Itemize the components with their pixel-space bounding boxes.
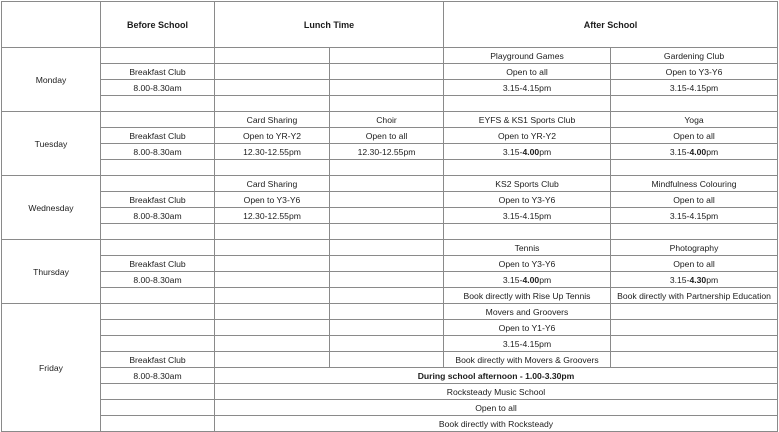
activity-open: Open to YR-Y2 [444, 128, 611, 144]
time-end-bold: 4.00 [689, 146, 707, 157]
table-row [2, 368, 778, 384]
empty-cell [101, 160, 215, 176]
table-row [2, 304, 778, 320]
breakfast-club-time: 8.00-8.30am [101, 144, 215, 160]
activity-open: Open to all [611, 128, 778, 144]
activity-name: Choir [330, 112, 444, 128]
empty-cell [215, 304, 330, 320]
activity-open: Open to all [611, 192, 778, 208]
activity-open: Open to Y3-Y6 [444, 192, 611, 208]
activity-open: Open to all [444, 64, 611, 80]
empty-cell [330, 176, 444, 192]
table-row [2, 192, 778, 208]
activity-name: Movers and Groovers [444, 304, 611, 320]
activity-name: Playground Games [444, 48, 611, 64]
time-start: 3.15- [502, 146, 523, 157]
empty-cell [330, 80, 444, 96]
empty-cell [330, 320, 444, 336]
breakfast-club-name: Breakfast Club [101, 128, 215, 144]
activity-open: Open to Y3-Y6 [444, 256, 611, 272]
activity-name: EYFS & KS1 Sports Club [444, 112, 611, 128]
table-row [2, 208, 778, 224]
empty-cell [101, 400, 215, 416]
empty-cell [330, 224, 444, 240]
empty-cell [444, 160, 611, 176]
empty-cell [215, 272, 330, 288]
table-row [2, 352, 778, 368]
empty-cell [215, 48, 330, 64]
empty-cell [215, 320, 330, 336]
breakfast-club-time: 8.00-8.30am [101, 208, 215, 224]
table-row [2, 320, 778, 336]
table-row [2, 272, 778, 288]
activity-time: 12.30-12.55pm [215, 208, 330, 224]
activity-open: Open to all [330, 128, 444, 144]
empty-cell [101, 416, 215, 432]
empty-cell [330, 240, 444, 256]
activity-time: 12.30-12.55pm [330, 144, 444, 160]
empty-cell [215, 64, 330, 80]
header-before-school: Before School [101, 2, 215, 48]
table-row [2, 128, 778, 144]
breakfast-club-name: Breakfast Club [101, 256, 215, 272]
table-row [2, 112, 778, 128]
time-start: 3.15- [669, 146, 690, 157]
table-row [2, 176, 778, 192]
time-start: 3.15- [502, 274, 523, 285]
activity-name: Mindfulness Colouring [611, 176, 778, 192]
activity-time [611, 144, 778, 160]
empty-cell [215, 160, 330, 176]
empty-cell [101, 336, 215, 352]
activity-time [444, 272, 611, 288]
table-row [2, 256, 778, 272]
activity-name: Card Sharing [215, 112, 330, 128]
activity-open: Open to Y3-Y6 [611, 64, 778, 80]
empty-cell [330, 352, 444, 368]
empty-cell [101, 176, 215, 192]
afternoon-activity-name: Rocksteady Music School [215, 384, 778, 400]
breakfast-club-time: 8.00-8.30am [101, 80, 215, 96]
activity-booking: Book directly with Movers & Groovers [444, 352, 611, 368]
empty-cell [101, 304, 215, 320]
empty-cell [101, 112, 215, 128]
activity-time: 12.30-12.55pm [215, 144, 330, 160]
afternoon-activity-open: Open to all [215, 400, 778, 416]
header-lunch-time: Lunch Time [215, 2, 444, 48]
time-end-bold: 4.30 [689, 274, 707, 285]
empty-cell [101, 240, 215, 256]
header-corner [2, 2, 101, 48]
clubs-timetable [1, 1, 778, 432]
time-suffix: pm [706, 146, 719, 157]
time-suffix: pm [539, 146, 552, 157]
empty-cell [330, 96, 444, 112]
afternoon-title: During school afternoon - 1.00-3.30pm [215, 368, 778, 384]
header-row [2, 2, 778, 48]
time-suffix: pm [706, 274, 719, 285]
empty-cell [611, 304, 778, 320]
empty-cell [444, 224, 611, 240]
empty-cell [330, 272, 444, 288]
empty-cell [101, 96, 215, 112]
time-end-bold: 4.00 [522, 146, 540, 157]
activity-name: KS2 Sports Club [444, 176, 611, 192]
empty-cell [215, 96, 330, 112]
activity-time: 3.15-4.15pm [444, 208, 611, 224]
table-row [2, 48, 778, 64]
activity-open: Open to all [611, 256, 778, 272]
empty-cell [330, 256, 444, 272]
empty-cell [444, 96, 611, 112]
empty-cell [330, 336, 444, 352]
empty-cell [101, 320, 215, 336]
empty-cell [611, 224, 778, 240]
table-row [2, 144, 778, 160]
header-after-school: After School [444, 2, 778, 48]
time-suffix: pm [539, 274, 552, 285]
empty-cell [101, 48, 215, 64]
activity-open: Open to YR-Y2 [215, 128, 330, 144]
empty-cell [215, 80, 330, 96]
empty-cell [611, 320, 778, 336]
table-row [2, 96, 778, 112]
activity-time [444, 144, 611, 160]
empty-cell [611, 352, 778, 368]
activity-time: 3.15-4.15pm [444, 336, 611, 352]
empty-cell [611, 336, 778, 352]
empty-cell [611, 160, 778, 176]
empty-cell [215, 288, 330, 304]
activity-open: Open to Y1-Y6 [444, 320, 611, 336]
table-row [2, 80, 778, 96]
activity-name: Tennis [444, 240, 611, 256]
empty-cell [215, 352, 330, 368]
activity-name: Photography [611, 240, 778, 256]
empty-cell [330, 304, 444, 320]
activity-name: Yoga [611, 112, 778, 128]
breakfast-club-name: Breakfast Club [101, 64, 215, 80]
time-start: 3.15- [669, 274, 690, 285]
table-row [2, 416, 778, 432]
activity-time: 3.15-4.15pm [444, 80, 611, 96]
activity-time [611, 272, 778, 288]
activity-booking: Book directly with Partnership Education [611, 288, 778, 304]
activity-open: Open to Y3-Y6 [215, 192, 330, 208]
table-row [2, 240, 778, 256]
empty-cell [330, 208, 444, 224]
breakfast-club-name: Breakfast Club [101, 192, 215, 208]
table-row [2, 336, 778, 352]
day-wednesday: Wednesday [2, 176, 101, 240]
day-monday: Monday [2, 48, 101, 112]
day-friday: Friday [2, 304, 101, 432]
activity-name: Gardening Club [611, 48, 778, 64]
day-thursday: Thursday [2, 240, 101, 304]
activity-time: 3.15-4.15pm [611, 80, 778, 96]
empty-cell [330, 192, 444, 208]
empty-cell [330, 288, 444, 304]
table-row [2, 160, 778, 176]
empty-cell [215, 256, 330, 272]
empty-cell [101, 224, 215, 240]
empty-cell [330, 48, 444, 64]
empty-cell [215, 336, 330, 352]
activity-booking: Book directly with Rise Up Tennis [444, 288, 611, 304]
empty-cell [330, 160, 444, 176]
table-row [2, 64, 778, 80]
table-row [2, 224, 778, 240]
table-row [2, 384, 778, 400]
activity-name: Card Sharing [215, 176, 330, 192]
time-end-bold: 4.00 [522, 274, 540, 285]
empty-cell [215, 240, 330, 256]
breakfast-club-name: Breakfast Club [101, 352, 215, 368]
table-row [2, 400, 778, 416]
table-row [2, 288, 778, 304]
afternoon-activity-booking: Book directly with Rocksteady [215, 416, 778, 432]
empty-cell [101, 288, 215, 304]
empty-cell [101, 384, 215, 400]
day-tuesday: Tuesday [2, 112, 101, 176]
breakfast-club-time: 8.00-8.30am [101, 368, 215, 384]
empty-cell [611, 96, 778, 112]
empty-cell [215, 224, 330, 240]
activity-time: 3.15-4.15pm [611, 208, 778, 224]
breakfast-club-time: 8.00-8.30am [101, 272, 215, 288]
empty-cell [330, 64, 444, 80]
